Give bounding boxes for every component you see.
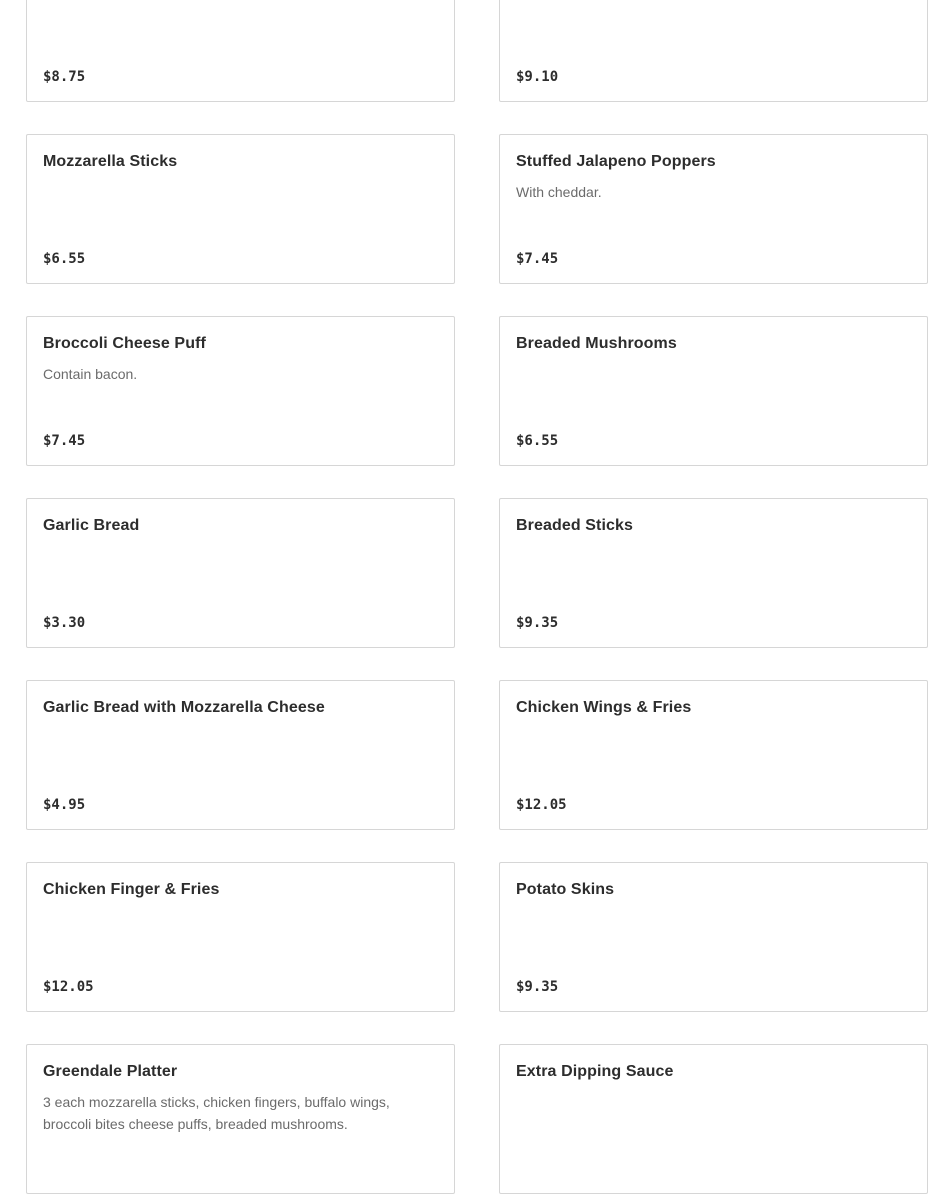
menu-item-price: $9.10 (516, 69, 559, 85)
menu-item-card[interactable] (26, 862, 455, 1012)
menu-item-card[interactable] (499, 862, 928, 1012)
menu-item-description: With cheddar. (516, 184, 602, 200)
menu-item-price: $9.35 (516, 615, 559, 631)
menu-item-card[interactable] (499, 134, 928, 284)
menu-item-price: $3.30 (43, 615, 86, 631)
menu-item-card[interactable] (26, 680, 455, 830)
menu-item-price: $7.45 (516, 251, 559, 267)
menu-item-price: $4.95 (43, 797, 86, 813)
menu-item-name: Broccoli Cheese Puff (43, 335, 206, 352)
menu-item-description: Contain bacon. (43, 366, 138, 382)
menu-item-name: Mozzarella Sticks (43, 153, 178, 170)
menu-item-price: $12.05 (516, 797, 567, 813)
menu-item-name: Chicken Finger & Fries (43, 881, 220, 898)
menu-item-name: Potato Skins (516, 881, 615, 898)
menu-item-name: Chicken Wings & Fries (516, 699, 692, 716)
menu-item-name: Breaded Sticks (516, 517, 634, 534)
menu-item-name: Garlic Bread with Mozzarella Cheese (43, 699, 325, 716)
menu-item-card[interactable] (26, 316, 455, 466)
menu-item-price: $6.55 (43, 251, 86, 267)
menu-item-name: Breaded Mushrooms (516, 335, 677, 352)
menu-item-price: $6.55 (516, 433, 559, 449)
menu-item-card[interactable] (26, 134, 455, 284)
menu-item-card[interactable] (26, 0, 455, 102)
menu-item-name: Extra Dipping Sauce (516, 1063, 674, 1080)
menu-item-price: $12.05 (43, 979, 94, 995)
menu-item-price: $7.45 (43, 433, 86, 449)
menu-item-name: Stuffed Jalapeno Poppers (516, 153, 716, 170)
menu-item-name: Garlic Bread (43, 517, 140, 534)
menu-item-price: $8.75 (43, 69, 86, 85)
menu-item-card[interactable] (499, 0, 928, 102)
menu-item-card[interactable] (499, 316, 928, 466)
menu-item-description: 3 each mozzarella sticks, chicken fingers, buffalo wings, broccoli bites cheese puffs, breaded mushrooms. (43, 1094, 390, 1132)
menu-item-card[interactable] (499, 1044, 928, 1194)
menu-item-name: Greendale Platter (43, 1063, 178, 1080)
menu-item-card[interactable] (26, 1044, 455, 1194)
menu-item-card[interactable] (26, 498, 455, 648)
menu-item-price: $9.35 (516, 979, 559, 995)
menu-item-card[interactable] (499, 498, 928, 648)
menu-item-card[interactable] (499, 680, 928, 830)
